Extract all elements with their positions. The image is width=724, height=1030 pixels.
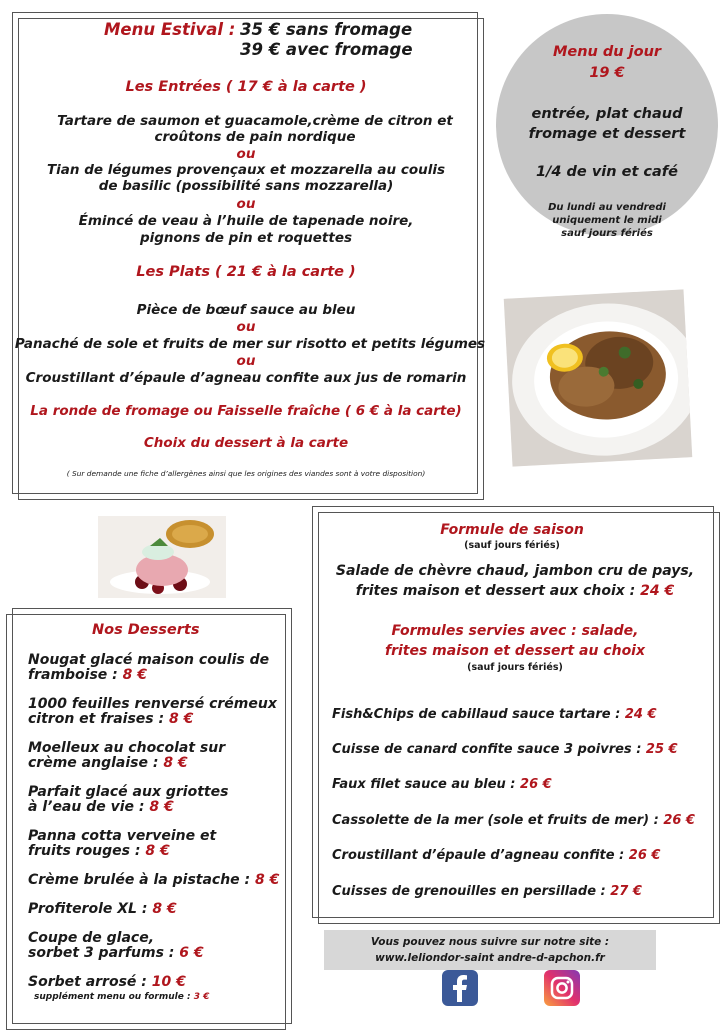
dish-photo — [504, 289, 693, 466]
dessert-5-price: 8 € — [145, 843, 170, 859]
dessert-6-label: Crème brulée à la pistache : — [28, 872, 256, 888]
dessert-2-line-1: 1000 feuilles renversé crémeux — [28, 696, 277, 712]
entree-2-line-2: de basilic (possibilité sans mozzarella) — [98, 178, 394, 194]
dessert-3-label: crème anglaise : — [28, 755, 164, 771]
dessert-choice-line: Choix du dessert à la carte — [143, 435, 349, 451]
formule-3 — [332, 777, 552, 792]
plat-1: Pièce de bœuf sauce au bleu — [136, 302, 356, 318]
formule-6-price: 27 € — [610, 884, 642, 899]
facebook-icon[interactable] — [442, 970, 478, 1006]
formule-4 — [332, 813, 695, 828]
follow-text: Vous pouvez nous suivre sur notre site : — [370, 936, 610, 948]
supplement-price: 3 € — [193, 992, 210, 1002]
entrees-title: Les Entrées ( 17 € à la carte ) — [125, 79, 367, 95]
fromage-line: La ronde de fromage ou Faisselle fraîche ( 6 € à la carte) — [30, 403, 462, 419]
dessert-6-price: 8 € — [255, 872, 280, 888]
plat-3: Croustillant d’épaule d’agneau confite aux jus de romarin — [25, 370, 467, 386]
dessert-2-line-2 — [28, 712, 193, 726]
formule-saison-label: frites maison et dessert aux choix : — [355, 583, 641, 599]
dessert-8-line-2 — [28, 946, 204, 960]
menu-du-jour-note-1: Du lundi au vendredi — [548, 202, 666, 213]
dessert-4-line-2 — [28, 800, 174, 814]
formule-saison-note: (sauf jours fériés) — [464, 540, 560, 551]
dessert-1-line-1: Nougat glacé maison coulis de — [28, 652, 270, 668]
ou-3: ou — [236, 319, 256, 335]
dessert-1-line-2 — [28, 668, 147, 682]
menu-du-jour-note-3: sauf jours fériés — [561, 228, 653, 239]
dessert-3-price: 8 € — [163, 755, 188, 771]
entree-1-line-2: croûtons de pain nordique — [154, 129, 356, 145]
formule-2 — [332, 742, 678, 757]
formule-2-price: 25 € — [645, 742, 678, 757]
allergenes-note: ( Sur demande une fiche d’allergènes ainsi que les origines des viandes sont à votre disposition) — [66, 469, 426, 478]
dessert-7-label: Profiterole XL : — [28, 901, 153, 917]
dessert-5-line-2 — [28, 844, 170, 858]
formule-saison-line-1: Salade de chèvre chaud, jambon cru de pays, — [335, 563, 695, 579]
formule-3-price: 26 € — [520, 777, 552, 792]
dessert-5-line-1: Panna cotta verveine et — [28, 828, 217, 844]
website-link[interactable]: www.leliondor-saint andre-d-apchon.fr — [375, 952, 605, 964]
menu-estival-title: Menu Estival : — [104, 20, 236, 39]
dessert-9 — [28, 975, 186, 989]
formules-servies-line-1: Formules servies avec : salade, — [391, 623, 639, 639]
formule-4-price: 26 € — [663, 813, 695, 828]
menu-du-jour-line-2: fromage et dessert — [528, 126, 686, 142]
desserts-title: Nos Desserts — [92, 622, 200, 638]
dessert-8-line-1: Coupe de glace, — [28, 930, 155, 946]
dessert-8-price: 6 € — [179, 945, 204, 961]
dessert-5-label: fruits rouges : — [28, 843, 146, 859]
menu-du-jour-line-1: entrée, plat chaud — [531, 106, 683, 122]
dessert-9-label: Sorbet arrosé : — [28, 974, 152, 990]
entree-2-line-1: Tian de légumes provençaux et mozzarella au coulis — [46, 162, 446, 178]
formules-servies-line-2: frites maison et dessert au choix — [384, 643, 646, 659]
menu-du-jour-note-2: uniquement le midi — [552, 215, 662, 226]
dessert-2-price: 8 € — [168, 711, 194, 727]
formule-6-label: Cuisses de grenouilles en persillade : — [332, 884, 611, 899]
instagram-icon[interactable] — [544, 970, 580, 1006]
formule-6 — [332, 884, 642, 899]
entree-3-line-2: pignons de pin et roquettes — [139, 230, 353, 246]
entree-3-line-1: Émincé de veau à l’huile de tapenade noire, — [78, 213, 414, 229]
ou-1: ou — [236, 146, 256, 162]
menu-du-jour-badge — [496, 14, 718, 239]
dessert-7 — [28, 902, 177, 916]
menu-estival-price-2: 39 € avec fromage — [240, 40, 413, 59]
supplement-note — [34, 992, 209, 1002]
dessert-1-price: 8 € — [122, 667, 148, 683]
formule-saison-price: 24 € — [640, 583, 675, 599]
dessert-4-label: à l’eau de vie : — [28, 799, 150, 815]
dessert-photo — [98, 516, 226, 598]
formule-1 — [332, 707, 657, 722]
formule-1-label: Fish&Chips de cabillaud sauce tartare : — [332, 707, 625, 722]
menu-estival-price-1: 35 € sans fromage — [240, 20, 413, 39]
menu-du-jour-price: 19 € — [589, 65, 625, 81]
dessert-9-price: 10 € — [151, 974, 186, 990]
plat-2: Panaché de sole et fruits de mer sur risotto et petits légumes — [14, 336, 486, 352]
dessert-7-price: 8 € — [152, 901, 177, 917]
plats-title: Les Plats ( 21 € à la carte ) — [136, 264, 356, 280]
formules-servies-note: (sauf jours fériés) — [467, 662, 563, 673]
dessert-6 — [28, 873, 279, 887]
dessert-8-label: sorbet 3 parfums : — [28, 945, 180, 961]
formule-3-label: Faux filet sauce au bleu : — [332, 777, 521, 792]
supplement-label: supplément menu ou formule : — [34, 992, 194, 1002]
ou-4: ou — [236, 353, 256, 369]
entree-1-line-1: Tartare de saumon et guacamole,crème de citron et — [57, 113, 453, 129]
formule-5 — [332, 848, 660, 863]
dessert-3-line-1: Moelleux au chocolat sur — [28, 740, 226, 756]
menu-du-jour-title: Menu du jour — [552, 44, 662, 60]
formule-1-price: 24 € — [624, 707, 657, 722]
menu-du-jour-line-3: 1/4 de vin et café — [536, 164, 678, 180]
dessert-4-price: 8 € — [149, 799, 174, 815]
formule-5-label: Croustillant d’épaule d’agneau confite : — [332, 848, 629, 863]
dessert-3-line-2 — [28, 756, 188, 770]
dessert-4-line-1: Parfait glacé aux griottes — [28, 784, 229, 800]
formule-5-price: 26 € — [628, 848, 661, 863]
formule-4-label: Cassolette de la mer (sole et fruits de mer) : — [332, 813, 664, 828]
ou-2: ou — [236, 196, 256, 212]
formule-saison-line-2 — [312, 583, 718, 599]
formule-saison-title: Formule de saison — [440, 522, 584, 538]
formule-2-label: Cuisse de canard confite sauce 3 poivres : — [332, 742, 646, 757]
dessert-2-label: citron et fraises : — [28, 711, 169, 727]
dessert-1-label: framboise : — [28, 667, 123, 683]
